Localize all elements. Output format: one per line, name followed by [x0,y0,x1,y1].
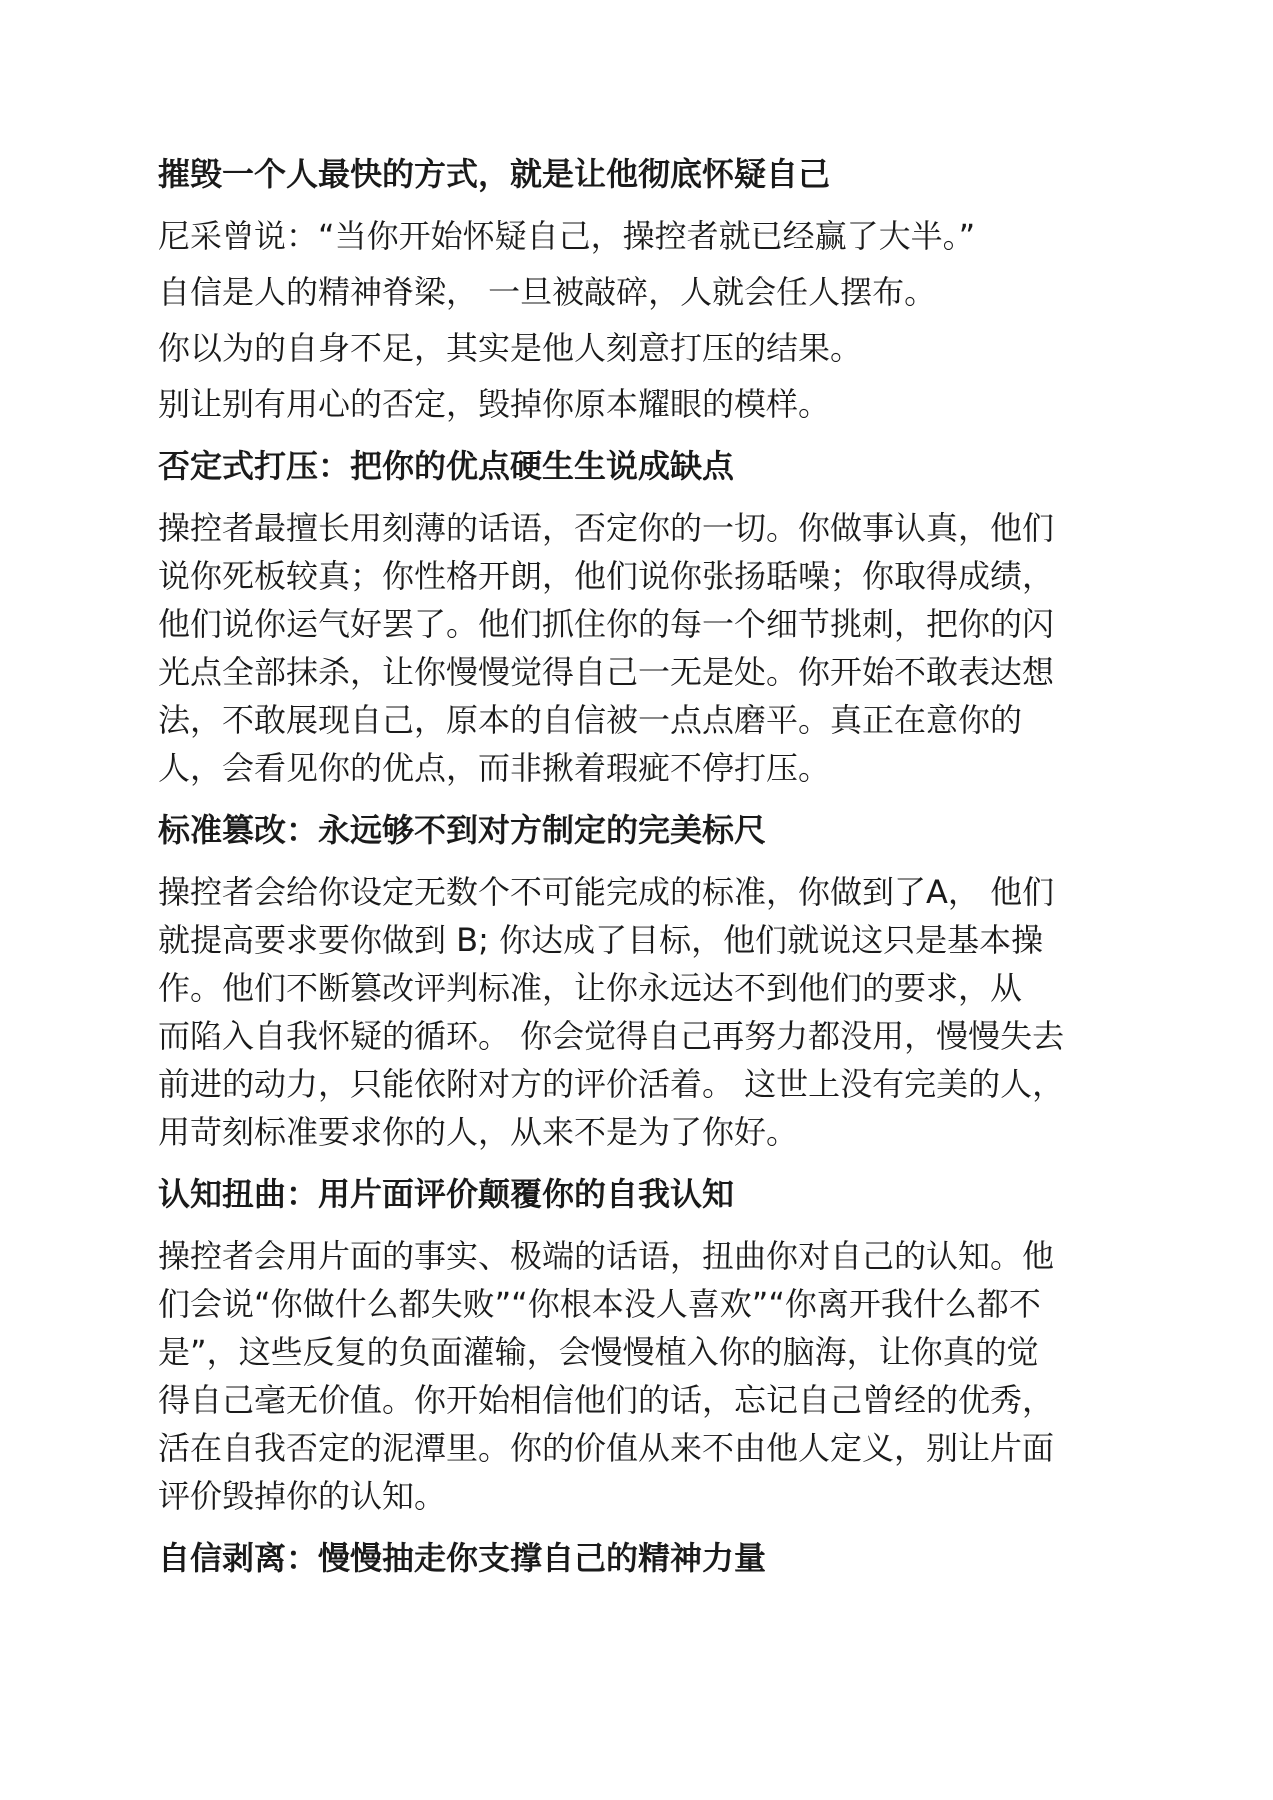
paragraph-line: 前进的动力，只能依附对方的评价活着。 这世上没有完美的人， [158,1065,1065,1103]
paragraph-line: 说你死板较真；你性格开朗，他们说你张扬聒噪；你取得成绩， [158,557,1055,595]
paragraph-line: 人，会看见你的优点，而非揪着瑕疵不停打压。 [158,749,831,787]
paragraph-line: 作。他们不断篡改评判标准，让你永远达不到他们的要求，从 [158,969,1023,1007]
intro-line: 自信是人的精神脊梁， 一旦被敲碎，人就会任人摆布。 [158,273,937,311]
section-confidence [158,1534,1123,1582]
section-heading: 认知扭曲：用片面评价颠覆你的自我认知 [158,1175,735,1213]
paragraph-line: 评价毁掉你的认知。 [158,1477,447,1515]
section-standards [158,806,1123,1156]
paragraph-line: 法，不敢展现自己，原本的自信被一点点磨平。真正在意你的 [158,701,1023,739]
section-paragraph [158,504,1123,792]
section-heading: 标准篡改：永远够不到对方制定的完美标尺 [158,811,767,849]
section-negation [158,442,1123,792]
document-body [158,150,1123,1596]
intro-line: 尼采曾说：“当你开始怀疑自己，操控者就已经赢了大半。” [158,217,976,255]
paragraph-line: 用苛刻标准要求你的人，从来不是为了你好。 [158,1113,799,1151]
paragraph-line: 得自己毫无价值。你开始相信他们的话，忘记自己曾经的优秀， [158,1381,1055,1419]
paragraph-line: 操控者会给你设定无数个不可能完成的标准，你做到了A， 他们 [158,873,1055,911]
section-paragraph [158,1232,1123,1520]
intro-line: 别让别有用心的否定，毁掉你原本耀眼的模样。 [158,385,831,423]
paragraph-line: 操控者会用片面的事实、极端的话语，扭曲你对自己的认知。他 [158,1237,1055,1275]
section-heading: 否定式打压：把你的优点硬生生说成缺点 [158,447,735,485]
document-title: 摧毁一个人最快的方式，就是让他彻底怀疑自己 [158,155,831,193]
paragraph-line: 活在自我否定的泥潭里。你的价值从来不由他人定义，别让片面 [158,1429,1055,1467]
intro-block [158,212,1123,428]
section-heading: 自信剥离：慢慢抽走你支撑自己的精神力量 [158,1539,767,1577]
section-paragraph [158,868,1123,1156]
paragraph-line: 他们说你运气好罢了。他们抓住你的每一个细节挑刺，把你的闪 [158,605,1055,643]
paragraph-line: 操控者最擅长用刻薄的话语，否定你的一切。你做事认真，他们 [158,509,1055,547]
paragraph-line: 而陷入自我怀疑的循环。 你会觉得自己再努力都没用，慢慢失去 [158,1017,1065,1055]
paragraph-line: 是”，这些反复的负面灌输，会慢慢植入你的脑海，让你真的觉 [158,1333,1039,1371]
intro-line: 你以为的自身不足，其实是他人刻意打压的结果。 [158,329,863,367]
paragraph-line: 就提高要求要你做到 B; 你达成了目标，他们就说这只是基本操 [158,921,1044,959]
paragraph-line: 们会说“你做什么都失败”“你根本没人喜欢”“你离开我什么都不 [158,1285,1041,1323]
section-cognition [158,1170,1123,1520]
paragraph-line: 光点全部抹杀，让你慢慢觉得自己一无是处。你开始不敢表达想 [158,653,1055,691]
